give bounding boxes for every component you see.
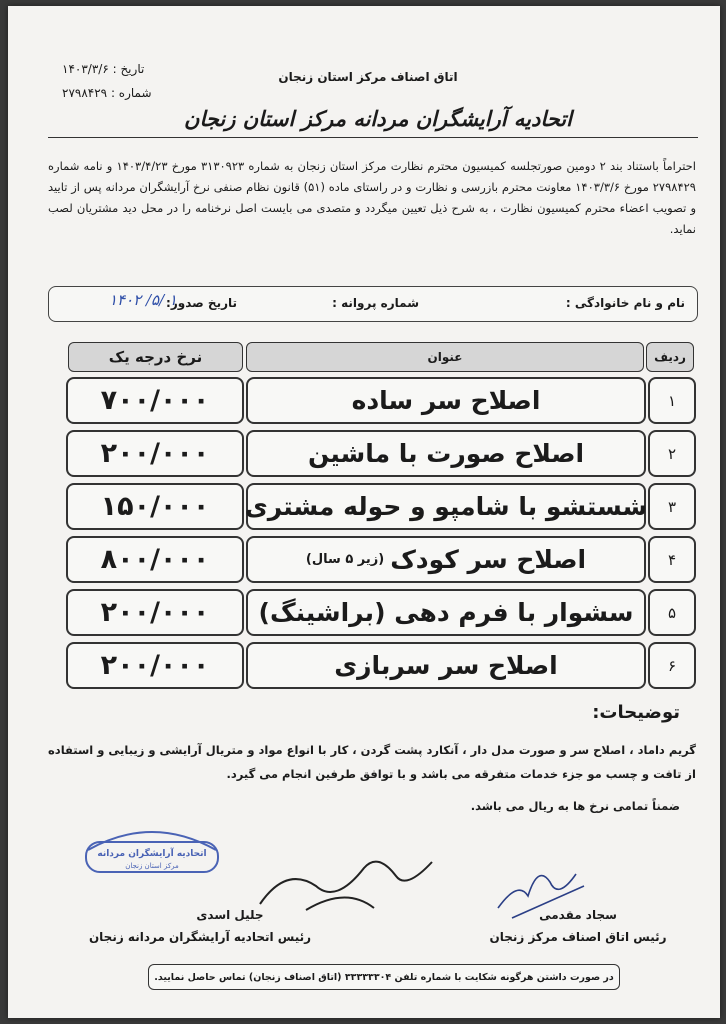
issue-date-value: ۱۴۰۲ /۵/ ۱ xyxy=(109,291,177,309)
table-row xyxy=(66,642,696,689)
right-signer-name: سجاد مقدمی xyxy=(539,908,617,922)
stamp-line-2: مرکز استان زنجان xyxy=(125,862,179,870)
service-title-cell xyxy=(246,430,646,477)
row-number-cell: ۵ xyxy=(648,589,696,636)
rate-cell: ۲۰۰/۰۰۰ xyxy=(66,642,244,689)
rate-cell: ۷۰۰/۰۰۰ xyxy=(66,377,244,424)
right-signer-title: رئیس اتاق اصناف مرکز زنجان xyxy=(489,930,667,944)
service-title-cell xyxy=(246,642,646,689)
row-number-cell: ۶ xyxy=(648,642,696,689)
owner-name-label: نام و نام خانوادگی : xyxy=(565,296,685,310)
union-stamp xyxy=(80,820,224,878)
row-number-cell: ۳ xyxy=(648,483,696,530)
rate-cell: ۲۰۰/۰۰۰ xyxy=(66,430,244,477)
table-row xyxy=(66,536,696,583)
service-title-cell xyxy=(246,483,646,530)
notes-body: گریم داماد ، اصلاح سر و صورت مدل دار ، آنکارد پشت گردن ، کار با انواع مواد و متریال آرایشی و زیبایی و استفاده از تافت و چسب مو جزء خدمات متفرقه می باشد و با توافق طرفین انجام می گیرد. xyxy=(48,743,696,781)
service-title: سشوار با فرم دهی (براشینگ) xyxy=(258,598,634,627)
service-note: (زیر ۵ سال) xyxy=(305,552,385,567)
left-signer-title: رئیس اتحادیه آرایشگران مردانه زنجان xyxy=(88,930,312,944)
chamber-name: اتاق اصناف مرکز استان زنجان xyxy=(278,70,458,84)
left-signer-name: جلیل اسدی xyxy=(196,908,264,922)
table-row xyxy=(66,483,696,530)
issue-date-label: تاریخ صدور: xyxy=(166,296,237,310)
notes-title: توضیحات: xyxy=(592,702,680,723)
row-column-header: ردیف xyxy=(646,342,694,372)
price-list-document xyxy=(8,6,720,1018)
service-title: اصلاح سر سربازی xyxy=(334,651,558,680)
service-title-cell xyxy=(246,377,646,424)
table-header xyxy=(8,342,720,372)
letter-date: تاریخ : ۱۴۰۳/۳/۶ xyxy=(62,62,145,76)
stamp-line-1: اتحادیه آرایشگران مردانه xyxy=(97,849,207,859)
rate-column-header: نرخ درجه یک xyxy=(68,342,243,372)
currency-note: ضمناً تمامی نرخ ها به ریال می باشد. xyxy=(470,799,680,813)
row-number-cell: ۲ xyxy=(648,430,696,477)
service-title: شستشو با شامپو و حوله مشتری xyxy=(244,492,648,521)
letter-number: شماره : ۲۷۹۸۴۲۹ xyxy=(62,86,152,100)
rate-cell: ۱۵۰/۰۰۰ xyxy=(66,483,244,530)
intro-paragraph: احتراماً باستناد بند ۲ دومین صورتجلسه کمیسیون محترم نظارت مرکز استان زنجان به شماره ۳۱۳۰۹۲۳ مورخ ۱۴۰۳/۴/۲۳ و نامه شماره ۲۷۹۸۴۲۹ مورخ ۱۴۰۳/۳/۶ معاونت محترم بازرسی و نظارت و در راستای ماده (۵۱) قانون نظام صنفی نرخ آرایشگران مردانه پس از تایید و تصویب اعضاء محترم کمیسیون نظارت ، به شرح ذیل تعیین میگردد و متصدی می بایست اصل نرخنامه را در محل دید مشتریان لصب نماید. xyxy=(48,159,696,236)
union-title: اتحادیه آرایشگران مردانه مرکز استان زنجان xyxy=(184,106,572,131)
row-number-cell: ۴ xyxy=(648,536,696,583)
service-title-cell xyxy=(246,536,646,583)
service-title: اصلاح سر ساده xyxy=(351,386,541,415)
row-number-cell: ۱ xyxy=(648,377,696,424)
table-row xyxy=(66,589,696,636)
service-title: اصلاح سر کودک xyxy=(390,545,587,574)
table-row xyxy=(66,377,696,424)
table-row xyxy=(66,430,696,477)
shop-info-box xyxy=(48,286,698,322)
rate-cell: ۸۰۰/۰۰۰ xyxy=(66,536,244,583)
license-number-label: شماره پروانه : xyxy=(332,296,419,310)
title-column-header: عنوان xyxy=(246,342,644,372)
service-title-cell xyxy=(246,589,646,636)
rate-table xyxy=(66,377,696,689)
rate-cell: ۲۰۰/۰۰۰ xyxy=(66,589,244,636)
service-title: اصلاح صورت با ماشین xyxy=(307,439,585,468)
title-divider xyxy=(48,137,698,138)
complaint-footer: در صورت داشتن هرگونه شکایت با شماره تلفن ۳۳۳۳۳۳۰۴ (اتاق اصناف زنجان) تماس حاصل نمایید. xyxy=(148,964,620,990)
